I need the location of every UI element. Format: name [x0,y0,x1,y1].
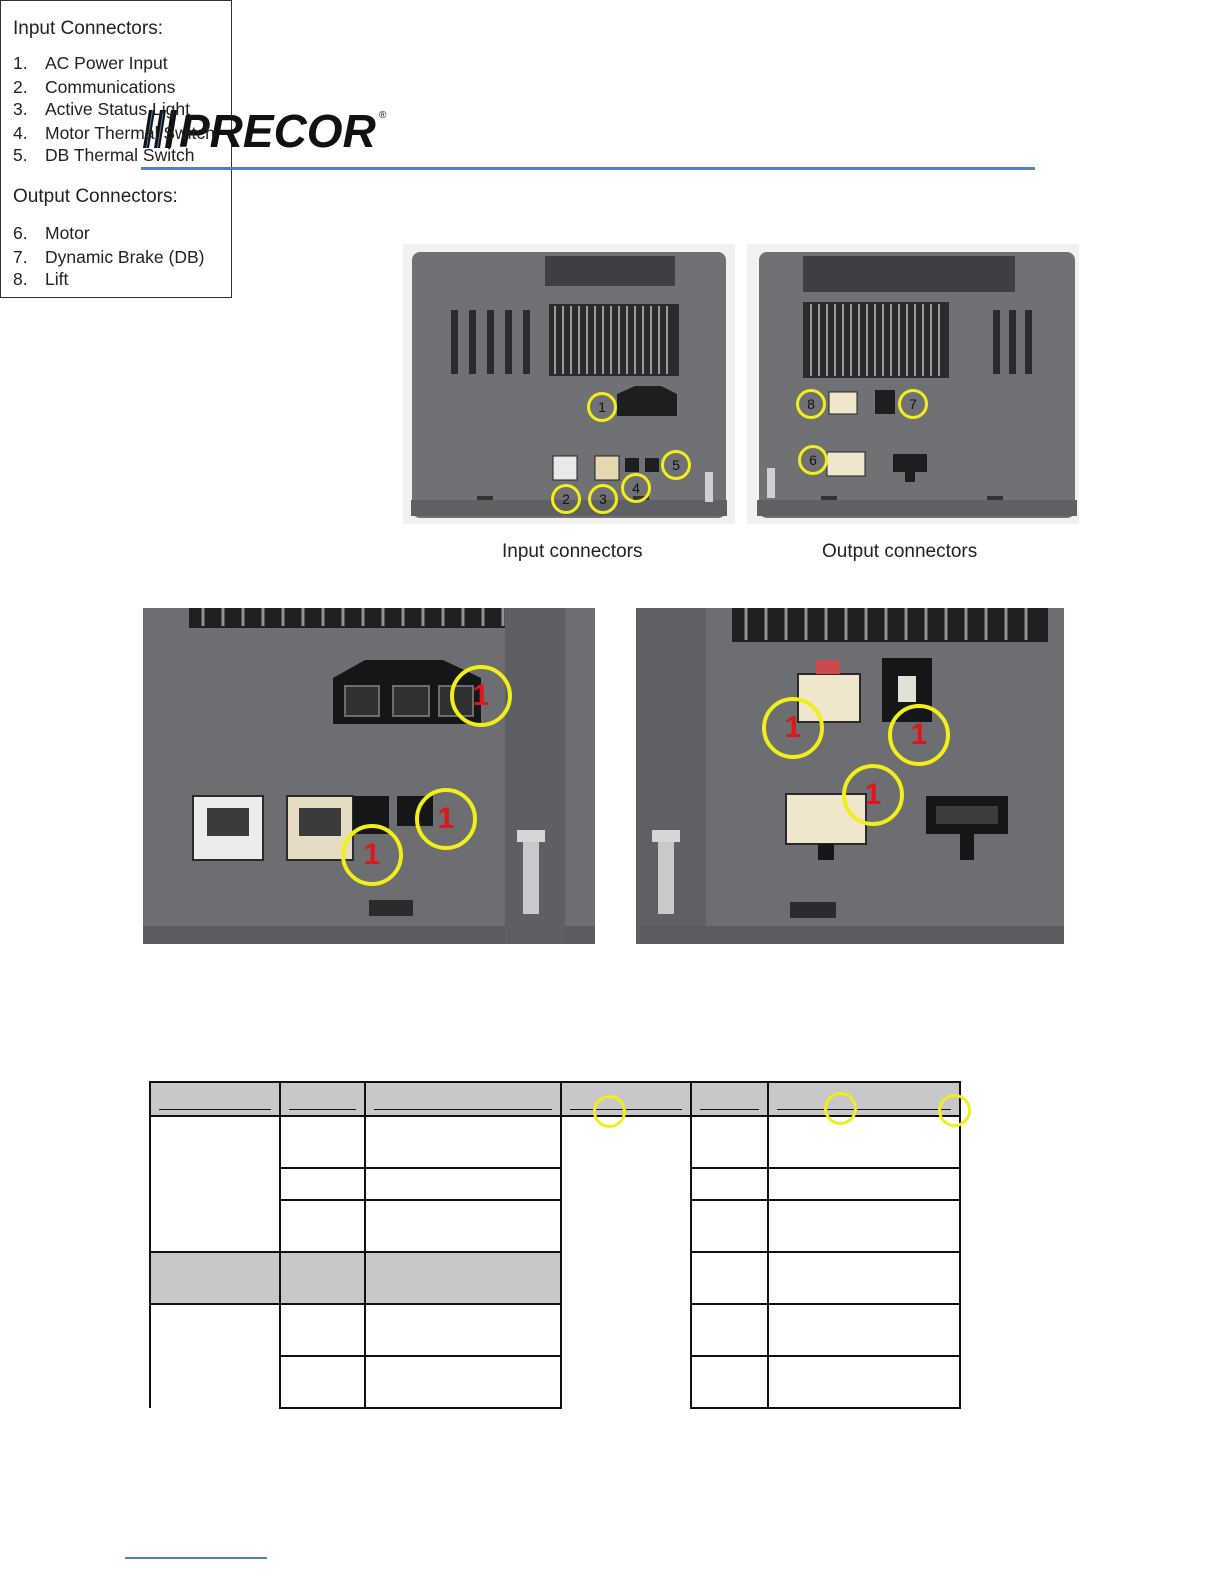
callout-6: 6 [798,445,828,475]
callout-1: 1 [587,392,617,422]
callout-2: 2 [551,484,581,514]
callout-7: 7 [898,389,928,419]
callout-5: 5 [661,450,691,480]
table-cell [280,1356,365,1408]
table-cell [561,1116,691,1408]
table-cell-shaded [280,1252,365,1304]
legend-item: 8. Lift [13,269,69,289]
table-cell [768,1116,960,1168]
output-connectors-caption: Output connectors [822,541,978,562]
legend-item: 1. AC Power Input [13,53,168,73]
input-connectors-closeup [143,608,595,944]
callout-1-motor-thermal: 1 [341,824,403,886]
connector-table [149,1081,961,1409]
table-cell [280,1304,365,1356]
legend-item: 7. Dynamic Brake (DB) [13,247,205,267]
table-cell [280,1200,365,1252]
table-cell [768,1168,960,1200]
svg-text:®: ® [379,110,387,121]
table-header-cell [691,1082,768,1116]
footer-rule [125,1557,267,1559]
table-cell [280,1116,365,1168]
table-header-cell [768,1082,960,1116]
output-connectors-photo [747,244,1079,524]
table-header-cell [365,1082,561,1116]
table-highlight-circle [938,1094,971,1127]
table-cell [365,1304,561,1356]
callout-1-ac-power: 1 [450,665,512,727]
table-cell [691,1304,768,1356]
output-connectors-title: Output Connectors: [13,186,178,207]
input-connectors-photo [403,244,735,524]
table-row [150,1252,960,1304]
input-connectors-title: Input Connectors: [13,18,163,39]
table-cell-shaded [150,1252,280,1304]
table-cell [365,1168,561,1200]
table-cell [150,1304,280,1408]
callout-4: 4 [621,473,651,503]
table-cell [768,1252,960,1304]
legend-item: 2. Communications [13,77,176,97]
callout-1-db-thermal: 1 [415,788,477,850]
table-cell [280,1168,365,1200]
table-cell [691,1200,768,1252]
input-connectors-caption: Input connectors [502,541,643,562]
table-cell [691,1116,768,1168]
callout-1-dynamic-brake: 1 [888,704,950,766]
table-cell [150,1116,280,1252]
table-header-cell [561,1082,691,1116]
table-highlight-circle [824,1092,857,1125]
callout-8: 8 [796,389,826,419]
table-cell-shaded [365,1252,561,1304]
table-cell [691,1356,768,1408]
table-cell [768,1200,960,1252]
table-cell [691,1168,768,1200]
callout-3: 3 [588,484,618,514]
table-cell [365,1200,561,1252]
callout-1-motor: 1 [842,764,904,826]
callout-1-lift: 1 [762,697,824,759]
table-cell [768,1356,960,1408]
table-row [150,1304,960,1356]
table-header-cell [280,1082,365,1116]
table-cell [365,1116,561,1168]
table-cell [691,1252,768,1304]
legend-item: 4. Motor Thermal Switch [13,123,215,143]
legend-item: 3. Active Status Light [13,99,190,119]
table-highlight-circle [593,1095,626,1128]
table-cell [365,1356,561,1408]
legend-item: 6. Motor [13,223,90,243]
svg-text:PRECOR: PRECOR [179,105,376,156]
table-header-cell [150,1082,280,1116]
header-rule [141,167,1035,170]
legend-item: 5. DB Thermal Switch [13,145,195,165]
table-cell [768,1304,960,1356]
